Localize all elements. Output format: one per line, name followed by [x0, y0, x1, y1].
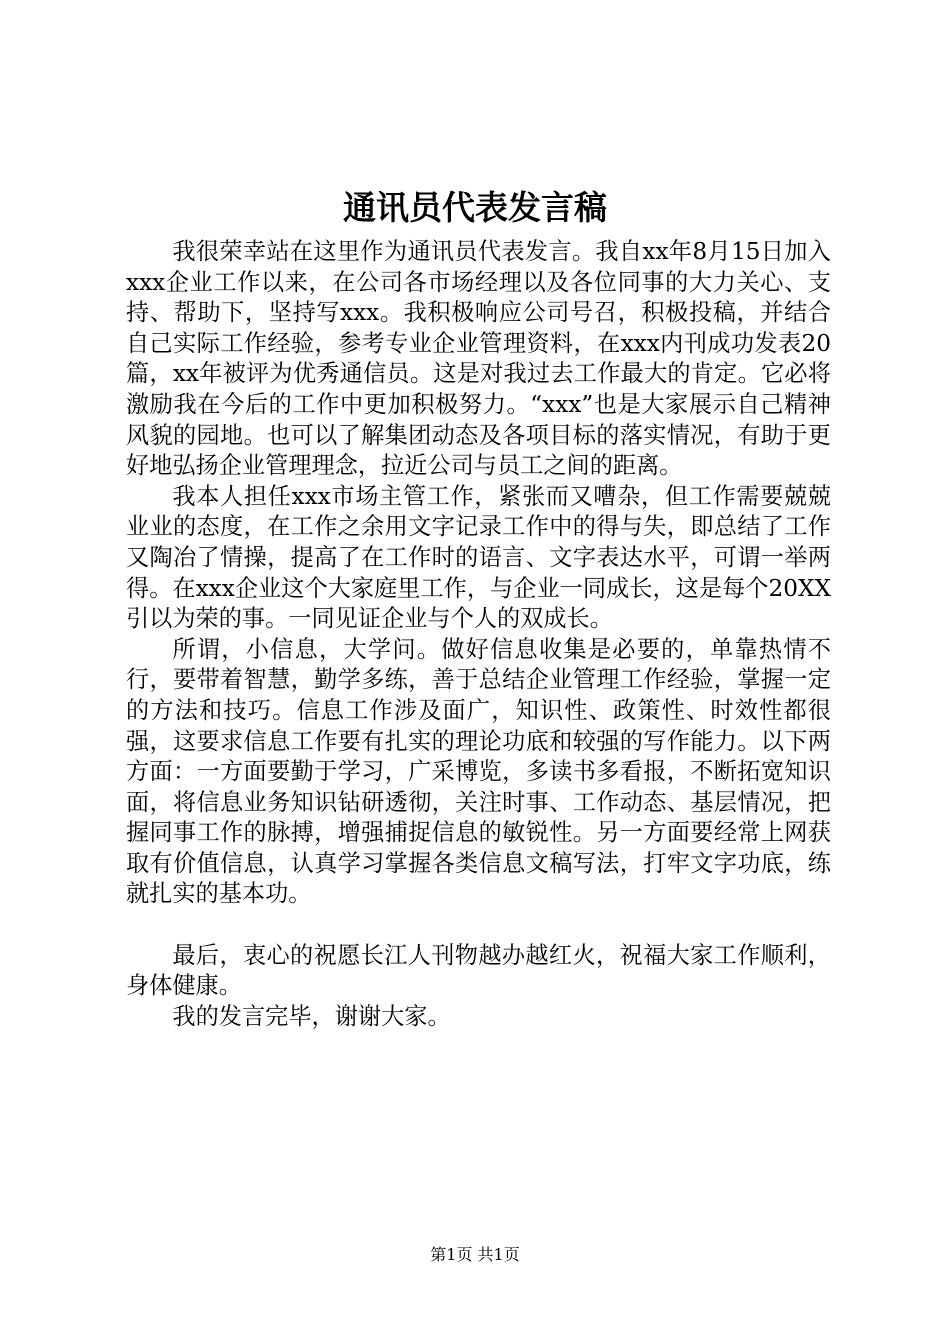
- paragraph-4: 最后，衷心的祝愿长江人刊物越办越红火，祝福大家工作顺利，身体健康。: [126, 941, 831, 1000]
- paragraph-3: 所谓，小信息，大学问。做好信息收集是必要的，单靠热情不行，要带着智慧，勤学多练，善于总结企业管理工作经验，掌握一定的方法和技巧。信息工作涉及面广，知识性、政策性、时效性都很强，这要求信息工作要有扎实的理论功底和较强的写作能力。以下两方面：一方面要勤于学习，广采博览，多读书多看报，不断拓宽知识面，将信息业务知识钻研透彻，关注时事、工作动态、基层情况，把握同事工作的脉搏，增强捕捉信息的敏锐性。另一方面要经常上网获取有价值信息，认真学习掌握各类信息文稿写法，打牢文字功底，练就扎实的基本功。: [126, 635, 831, 908]
- paragraph-1: 我很荣幸站在这里作为通讯员代表发言。我自xx年8月15日加入xxx企业工作以来，在公司各市场经理以及各位同事的大力关心、支持、帮助下，坚持写xxx。我积极响应公司号召，积极投稿，并结合自己实际工作经验，参考专业企业管理资料，在xxx内刊成功发表20篇，xx年被评为优秀通信员。这是对我过去工作最大的肯定。它必将激励我在今后的工作中更加积极努力。“xxx”也是大家展示自己精神风貌的园地。也可以了解集团动态及各项目标的落实情况，有助于更好地弘扬企业管理理念，拉近公司与员工之间的距离。: [126, 238, 831, 480]
- document-title: 通讯员代表发言稿: [343, 188, 607, 227]
- paragraph-5: 我的发言完毕，谢谢大家。: [172, 1002, 451, 1030]
- paragraph-2: 我本人担任xxx市场主管工作，紧张而又嘈杂，但工作需要兢兢业业的态度，在工作之余用文字记录工作中的得与失，即总结了工作又陶冶了情操，提高了在工作时的语言、文字表达水平，可谓一举两得。在xxx企业这个大家庭里工作，与企业一同成长，这是每个20XX引以为荣的事。一同见证企业与个人的双成长。: [126, 482, 831, 633]
- document-body: [126, 237, 831, 1032]
- page-footer: 第1页 共1页: [430, 1245, 520, 1264]
